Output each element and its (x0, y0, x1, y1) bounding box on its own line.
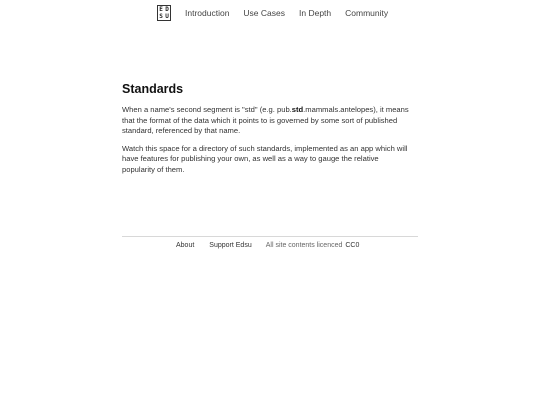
edsu-logo[interactable] (157, 5, 171, 21)
nav-community[interactable]: Community (345, 8, 389, 18)
std-description-paragraph (122, 105, 412, 137)
footer (176, 242, 359, 249)
logo-letter: D (165, 6, 169, 13)
logo-letter: S (159, 13, 163, 20)
para1-text-start: When a name's second segment is "std" (e.g. pub. (122, 105, 292, 114)
licence-text: All site contents licenced (265, 242, 343, 249)
nav-use-cases[interactable]: Use Cases (243, 8, 285, 18)
nav-introduction[interactable]: Introduction (185, 8, 230, 18)
footer-about-link[interactable]: About (176, 242, 195, 249)
directory-note-paragraph: Watch this space for a directory of such standards, implemented as an app which will have features for publishing your own, as well as a way to gauge the relative popularity of them. (122, 143, 408, 174)
std-keyword: std (291, 105, 304, 114)
footer-support-link[interactable]: Support Edsu (209, 242, 252, 249)
main-content (122, 82, 412, 183)
header (0, 3, 540, 23)
cc0-link[interactable]: CC0 (345, 242, 360, 249)
logo-letter: U (165, 13, 169, 20)
logo-letter: E (159, 6, 163, 13)
nav-in-depth[interactable]: In Depth (299, 8, 332, 18)
page-title: Standards (122, 82, 184, 96)
top-nav (185, 8, 388, 18)
para1-text-end: .mammals.antelopes), it means that the format of the data which it points to is governed by some sort of published standard, referenced by that name. (122, 105, 409, 136)
footer-divider (122, 236, 418, 237)
